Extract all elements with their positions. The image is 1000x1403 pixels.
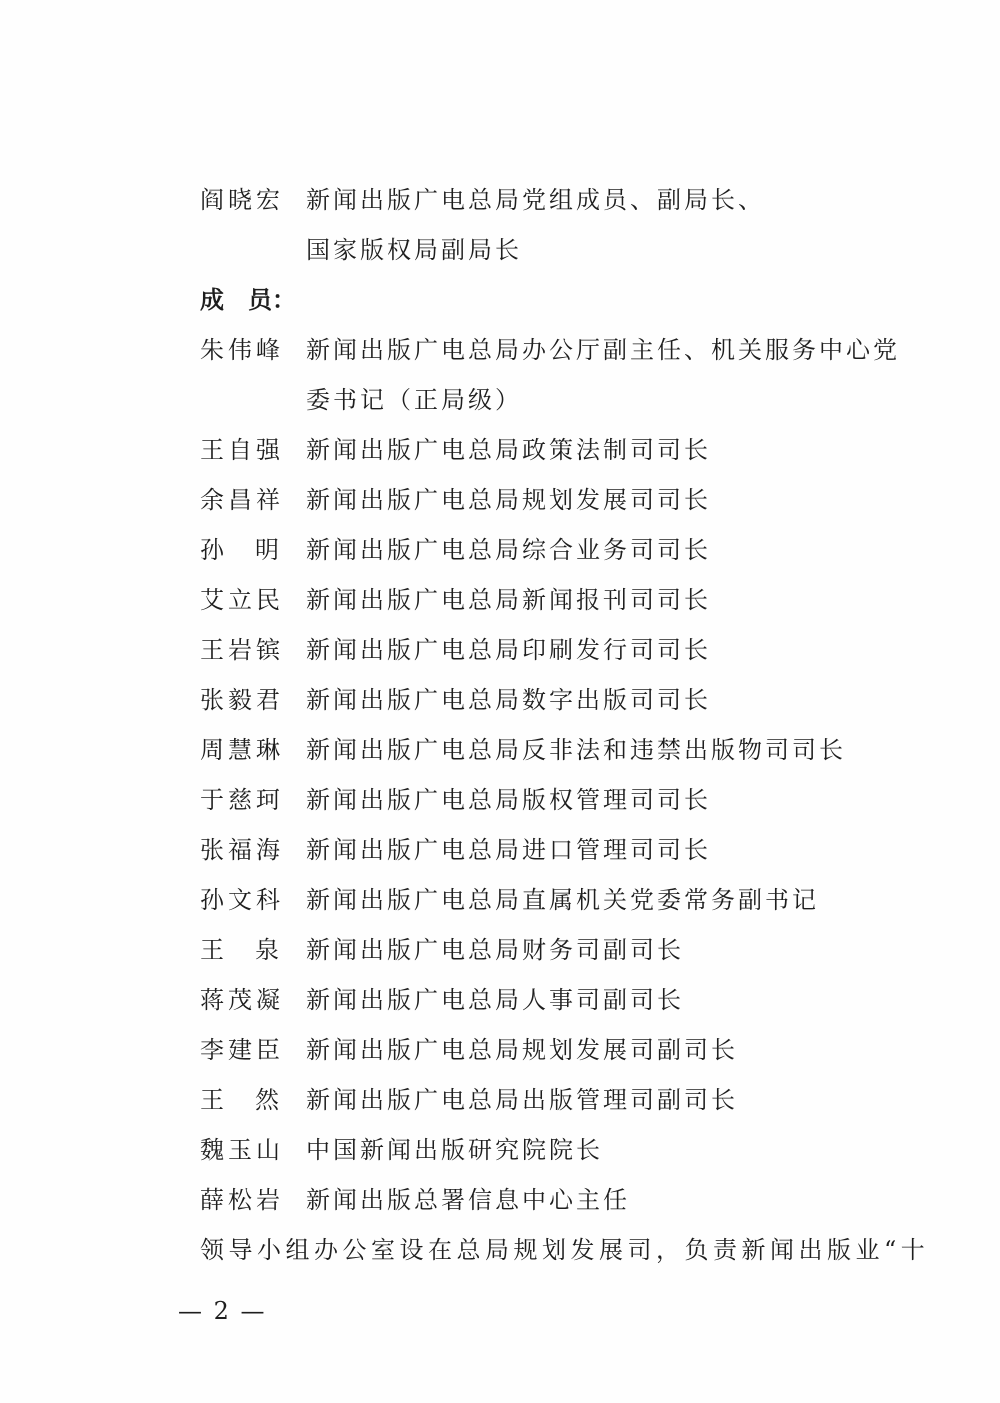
members-heading: 成 员： (200, 285, 296, 314)
member-row (200, 333, 900, 367)
member-role: 新闻出版广电总局办公厅副主任、机关服务中心党 (306, 336, 900, 364)
member-name: 王泉 (200, 936, 310, 964)
member-row (200, 733, 846, 767)
member-row (200, 533, 711, 567)
member-row (200, 633, 711, 667)
member-role: 新闻出版广电总局数字出版司司长 (306, 686, 711, 714)
member-row (200, 433, 711, 467)
member-name: 李建臣 (200, 1036, 284, 1064)
member-name: 周慧琳 (200, 736, 284, 764)
member-role: 新闻出版广电总局反非法和违禁出版物司司长 (306, 736, 846, 764)
member-name: 张福海 (200, 836, 284, 864)
member-role: 新闻出版总署信息中心主任 (306, 1186, 630, 1214)
member-row (200, 483, 711, 517)
member-role: 新闻出版广电总局规划发展司副司长 (306, 1036, 738, 1064)
member-row (200, 983, 684, 1017)
member-name: 艾立民 (200, 586, 284, 614)
member-name: 魏玉山 (200, 1136, 284, 1164)
member-name: 孙明 (200, 536, 310, 564)
leader-role: 新闻出版广电总局党组成员、副局长、 (306, 186, 765, 214)
leader-role-continued: 国家版权局副局长 (306, 236, 522, 264)
member-row (200, 1083, 738, 1117)
member-name: 于慈珂 (200, 786, 284, 814)
member-row (200, 933, 684, 967)
member-row (200, 1033, 738, 1067)
member-row (200, 883, 819, 917)
member-row (200, 833, 711, 867)
member-name: 王自强 (200, 436, 284, 464)
member-row (200, 783, 711, 817)
member-name: 余昌祥 (200, 486, 284, 514)
member-row (200, 1183, 630, 1217)
member-role: 新闻出版广电总局政策法制司司长 (306, 436, 711, 464)
member-row (200, 683, 711, 717)
member-role: 新闻出版广电总局规划发展司司长 (306, 486, 711, 514)
member-name: 孙文科 (200, 886, 284, 914)
member-name: 蒋茂凝 (200, 986, 284, 1014)
member-role: 新闻出版广电总局出版管理司副司长 (306, 1086, 738, 1114)
member-role: 新闻出版广电总局版权管理司司长 (306, 786, 711, 814)
member-role: 新闻出版广电总局财务司副司长 (306, 936, 684, 964)
member-row (200, 1133, 603, 1167)
member-role: 新闻出版广电总局印刷发行司司长 (306, 636, 711, 664)
member-role: 新闻出版广电总局人事司副司长 (306, 986, 684, 1014)
member-name: 薛松岩 (200, 1186, 284, 1214)
member-name: 张毅君 (200, 686, 284, 714)
member-name: 王然 (200, 1086, 310, 1114)
member-role: 新闻出版广电总局直属机关党委常务副书记 (306, 886, 819, 914)
member-name: 王岩镔 (200, 636, 284, 664)
member-name: 朱伟峰 (200, 336, 284, 364)
member-row (200, 583, 711, 617)
member-role: 中国新闻出版研究院院长 (306, 1136, 603, 1164)
member-role: 新闻出版广电总局综合业务司司长 (306, 536, 711, 564)
member-role: 新闻出版广电总局新闻报刊司司长 (306, 586, 711, 614)
member-role-continued: 委书记（正局级） (306, 386, 522, 414)
page-number: — 2 — (178, 1297, 267, 1325)
leader-line (200, 183, 765, 217)
member-role: 新闻出版广电总局进口管理司司长 (306, 836, 711, 864)
leader-name: 阎晓宏 (200, 186, 284, 214)
closing-paragraph: 领导小组办公室设在总局规划发展司，负责新闻出版业“十 (200, 1236, 930, 1264)
